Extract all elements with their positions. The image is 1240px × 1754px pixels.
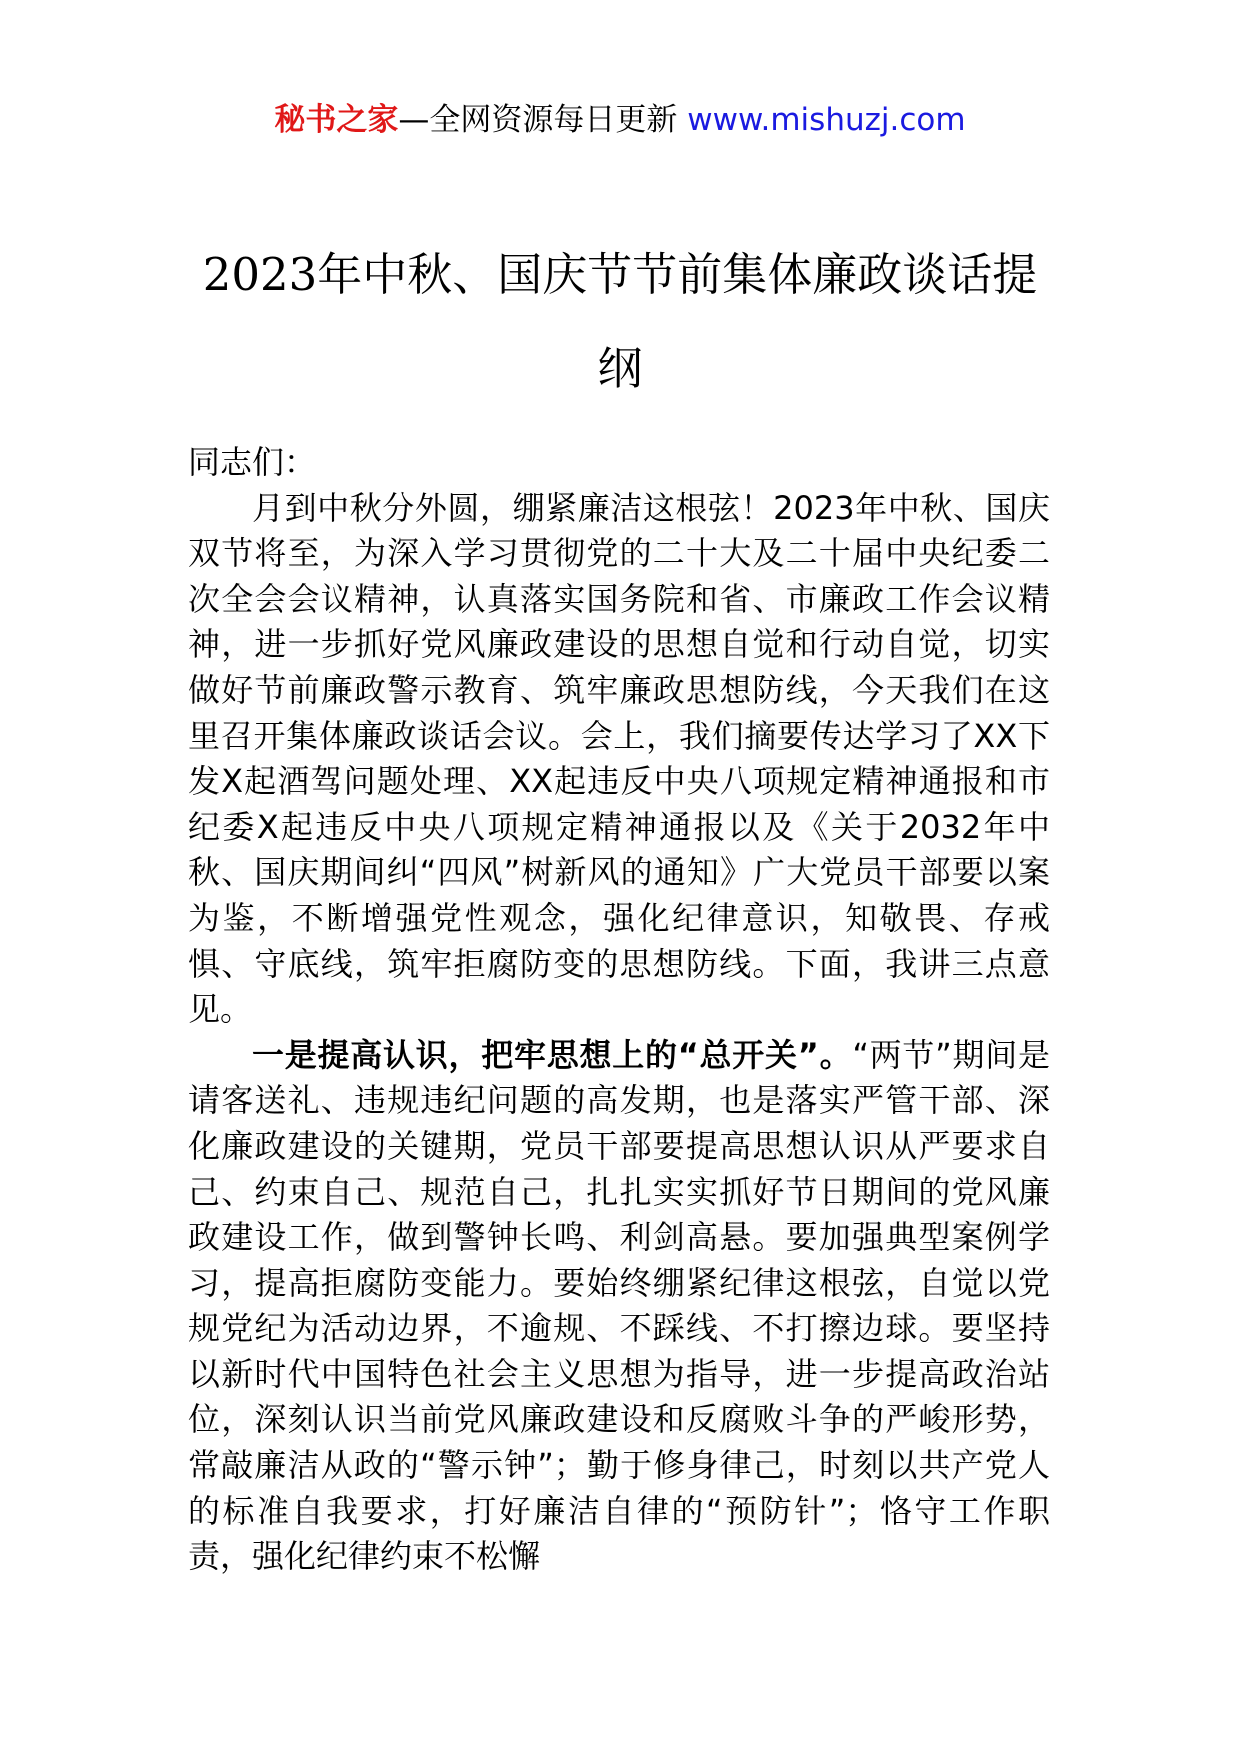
site-brand: 秘书之家	[274, 102, 399, 138]
document-body	[188, 440, 1050, 1580]
site-tagline: —全网资源每日更新	[398, 102, 688, 138]
paragraph-point-one	[188, 1033, 1050, 1580]
salutation: 同志们：	[188, 443, 317, 481]
point-one-body: “两节”期间是请客送礼、违规违纪问题的高发期，也是落实严管干部、深化廉政建设的关键期，党员干部要提高思想认识从严要求自己、约束自己、规范自己，扎扎实实抓好节日期间的党风廉政建设工作，做到警钟长鸣、利剑高悬。要加强典型案例学习，提高拒腐防变能力。要始终绷紧纪律这根弦，自觉以党规党纪为活动边界，不逾规、不踩线、不打擦边球。要坚持以新时代中国特色社会主义思想为指导，进一步提高政治站位，深刻认识当前党风廉政建设和反腐败斗争的严峻形势，常敲廉洁从政的“警示钟”；勤于修身律己，时刻以共产党人的标准自我要求，打好廉洁自律的“预防针”；恪守工作职责，强化纪律约束不松懈	[188, 1035, 1050, 1576]
document-title: 2023年中秋、国庆节节前集体廉政谈话提纲	[202, 248, 1038, 395]
site-header	[0, 100, 1240, 140]
site-url-link[interactable]: www.mishuzj.com	[687, 102, 966, 138]
paragraph-intro: 月到中秋分外圆，绷紧廉洁这根弦！2023年中秋、国庆双节将至，为深入学习贯彻党的二十大及二十届中央纪委二次全会会议精神，认真落实国务院和省、市廉政工作会议精神，进一步抓好党风廉政建设的思想自觉和行动自觉，切实做好节前廉政警示教育、筑牢廉政思想防线，今天我们在这里召开集体廉政谈话会议。会上，我们摘要传达学习了XX下发X起酒驾问题处理、XX起违反中央八项规定精神通报和市纪委X起违反中央八项规定精神通报以及《关于2032年中秋、国庆期间纠“四风”树新风的通知》广大党员干部要以案为鉴，不断增强党性观念，强化纪律意识，知敬畏、存戒惧、守底线，筑牢拒腐防变的思想防线。下面，我讲三点意见。	[188, 488, 1050, 1029]
point-one-heading: 一是提高认识，把牢思想上的“总开关”。	[252, 1035, 853, 1074]
